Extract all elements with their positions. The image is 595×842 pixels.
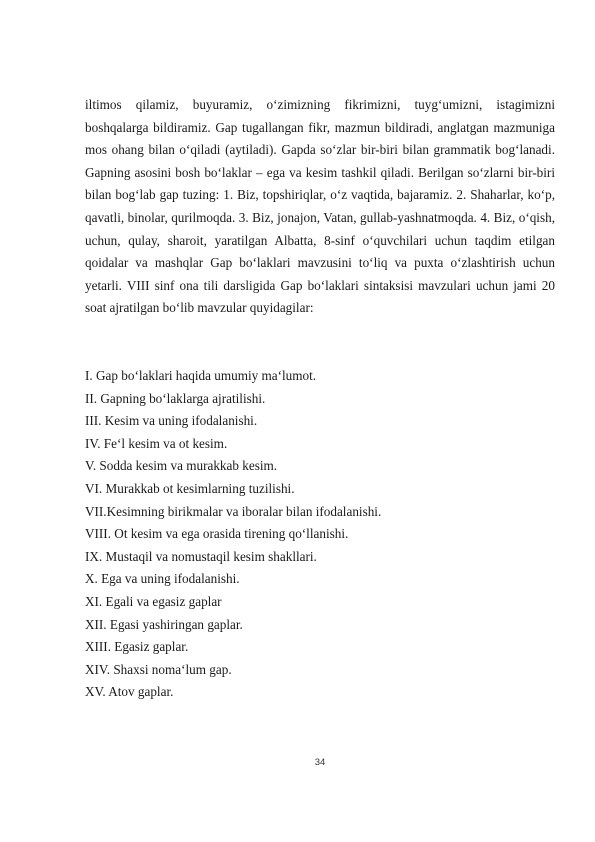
page-number: 34 — [314, 757, 326, 768]
list-item: VII.Kesimning birikmalar va iboralar bilan ifodalanishi. — [85, 503, 382, 519]
list-item: XIII. Egasiz gaplar. — [85, 639, 189, 655]
list-item: XV. Atov gaplar. — [85, 684, 174, 700]
list-item: III. Kesim va uning ifodalanishi. — [85, 413, 258, 429]
topics-list — [85, 365, 555, 704]
list-item: VIII. Ot kesim va ega orasida tirening qo‘llanishi. — [85, 526, 349, 542]
list-item: XI. Egali va egasiz gaplar — [85, 593, 222, 609]
list-item: XII. Egasi yashiringan gaplar. — [85, 616, 243, 632]
list-item: IV. Fe‘l kesim va ot kesim. — [85, 435, 228, 451]
body-paragraph: iltimos qilamiz, buyuramiz, o‘zimizning fikrimizni, tuyg‘umizni, istagimizni boshqalarga bildiramiz. Gap tugallangan fikr, mazmun bildiradi, anglatgan mazmuniga mos ohang bilan o‘qiladi (aytiladi). Gapda so‘zlar bir-biri bilan grammatik bog‘lanadi. Gapning asosini bosh bo‘laklar – ega va kesim tashkil qiladi. Berilgan so‘zlarni bir-biri bilan bog‘lab gap tuzing: 1. Biz, topshiriqlar, o‘z vaqtida, bajaramiz. 2. Shaharlar, ko‘p, qavatli, binolar, qurilmoqda. 3. Biz, jonajon, Vatan, gullab-yashnatmoqda. 4. Biz, o‘qish, uchun, qulay, sharoit, yaratilgan Albatta, 8-sinf o‘quvchilari uchun taqdim etilgan qoidalar va mashqlar Gap bo‘laklari mavzusini to‘liq va puxta o‘zlashtirish uchun yetarli. VIII sinf ona tili darsligida Gap bo‘laklari sintaksisi mavzulari uchun jami 20 soat ajratilgan bo‘lib mavzular quyidagilar: — [85, 97, 555, 316]
list-item: II. Gapning bo‘laklarga ajratilishi. — [85, 390, 266, 406]
list-item: XIV. Shaxsi noma‘lum gap. — [85, 661, 232, 677]
list-item: V. Sodda kesim va murakkab kesim. — [85, 458, 278, 474]
list-item: IX. Mustaqil va nomustaqil kesim shakllari. — [85, 548, 317, 564]
list-item: VI. Murakkab ot kesimlarning tuzilishi. — [85, 480, 295, 496]
list-item: I. Gap bo‘laklari haqida umumiy ma‘lumot. — [85, 368, 317, 383]
list-item: X. Ega va uning ifodalanishi. — [85, 571, 240, 587]
